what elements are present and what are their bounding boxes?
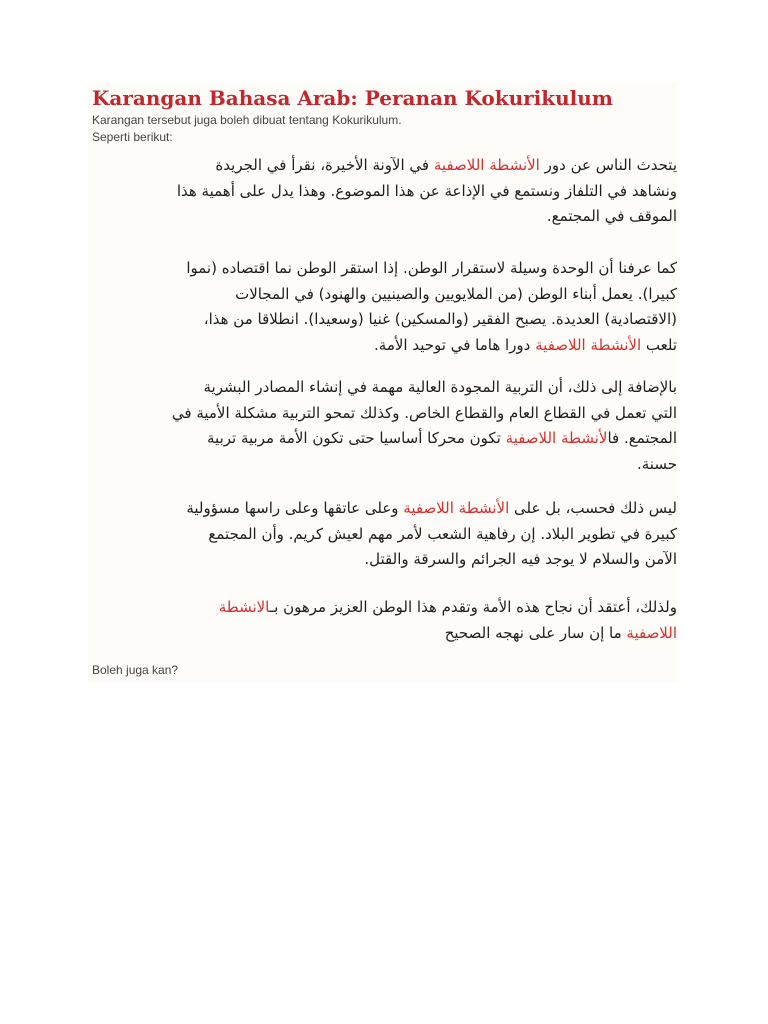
paragraph-line <box>92 333 677 359</box>
highlighted-term: الأنشطة اللاصفية <box>403 499 510 517</box>
intro-line-1: Karangan tersebut juga boleh dibuat tentang Kokurikulum. <box>92 113 402 127</box>
line-text: في الآونة الأخيرة، نقرأ في الجريدة <box>215 156 434 174</box>
paragraph-line <box>92 426 677 452</box>
line-text: ونشاهد في التلفاز ونستمع في الإذاعة عن هذا الموضوع. وهذا يدل على أهمية هذا <box>176 181 677 200</box>
line-text: حسنة. <box>637 454 677 473</box>
paragraph-line <box>92 179 677 205</box>
intro-line-2: Seperti berikut: <box>92 130 173 144</box>
line-text: ما إن سار على نهجه الصحيح <box>444 623 627 642</box>
paragraph-line <box>92 547 677 573</box>
closing-line: Boleh juga kan? <box>92 663 179 677</box>
line-text: كبيرة في تطوير البلاد. إن رفاهية الشعب لأمر مهم لعيش كريم. وأن المجتمع <box>208 524 677 543</box>
line-text: المجتمع. فا <box>607 429 677 447</box>
line-text: كبيرا). يعمل أبناء الوطن (من الملايويين والصينيين والهنود) في المجالات <box>235 284 677 303</box>
line-text: (الاقتصادية) العديدة. يصبح الفقير (والمسكين) غنيا (وسعيدا). انطلاقا من هذا، <box>203 310 677 328</box>
line-text: وعلى عاتقها وعلى راسها مسؤولية <box>186 499 404 517</box>
paragraph-line <box>92 401 677 427</box>
highlighted-term: الأنشطة اللاصفية <box>535 335 642 354</box>
line-text: تلعب <box>641 335 677 354</box>
paragraph-line <box>92 595 677 621</box>
paragraph-line <box>92 282 677 308</box>
paragraph-line <box>92 307 677 333</box>
paragraph-line <box>92 522 677 548</box>
highlighted-term: لأنشطة اللاصفية <box>505 429 608 447</box>
line-text: يتحدث الناس عن دور <box>539 156 677 174</box>
document-title: Karangan Bahasa Arab: Peranan Kokurikulum <box>92 86 613 110</box>
line-text: كما عرفنا أن الوحدة وسيلة لاستقرار الوطن. إذا استقر الوطن نما اقتصاده (نموا <box>186 259 677 277</box>
line-text: ولذلك، أعتقد أن نجاح هذه الأمة وتقدم هذا الوطن العزيز مرهون بـ <box>269 598 677 616</box>
line-text: تكون محركا أساسيا حتى تكون الأمة مربية تربية <box>207 429 506 447</box>
arabic-paragraph <box>92 375 677 477</box>
paragraph-line <box>92 153 677 179</box>
line-text: الآمن والسلام لا يوجد فيه الجرائم والسرقة والقتل. <box>364 550 677 568</box>
paragraph-line <box>92 375 677 401</box>
line-text: دورا هاما في توحيد الأمة. <box>374 335 536 354</box>
paragraph-line <box>92 452 677 478</box>
arabic-paragraph <box>92 256 677 358</box>
highlighted-term: الأنشطة اللاصفية <box>433 156 540 174</box>
line-text: بالإضافة إلى ذلك، أن التربية المجودة العالية مهمة في إنشاء المصادر البشرية <box>203 378 677 396</box>
highlighted-term: الانشطة <box>218 598 270 616</box>
paragraph-line <box>92 204 677 230</box>
arabic-paragraph <box>92 496 677 573</box>
line-text: التي تعمل في القطاع العام والقطاع الخاص. وكذلك تمحو التربية مشكلة الأمية في <box>171 403 677 422</box>
paragraph-line <box>92 496 677 522</box>
line-text: ليس ذلك فحسب، بل على <box>509 499 677 517</box>
line-text: الموقف في المجتمع. <box>546 207 677 225</box>
highlighted-term: اللاصفية <box>626 623 677 642</box>
arabic-paragraph <box>92 595 677 646</box>
paragraph-line <box>92 256 677 282</box>
paragraph-line <box>92 621 677 647</box>
arabic-paragraph <box>92 153 677 230</box>
